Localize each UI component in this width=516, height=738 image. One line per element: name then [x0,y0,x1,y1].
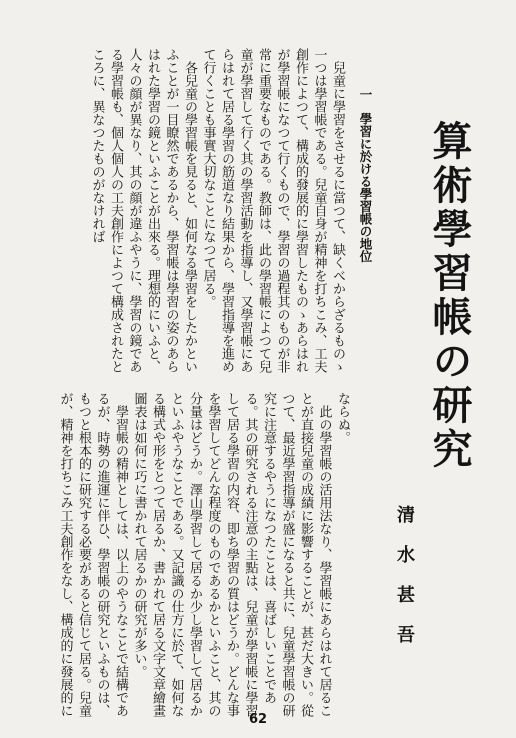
section-heading-text: 學習に於ける學習帳の地位 [358,112,373,263]
page-number: 62 [248,712,268,727]
paragraph: 學習帳の精神としては、以上のやうなことで結構であるが、時勢の進運に伴ひ、學習帳の研究といふものは、もつと根本的に研究する必要があると信じて居る。兒童が、精神を打ちこみ工夫創作をなし、構成的に發展的に [57,392,128,717]
section-heading [355,88,375,358]
upper-text-block [44,48,346,373]
lower-text-block [44,392,351,717]
paragraph: ならぬ。 [335,392,350,444]
author-name: 清水甚吾 [394,505,415,665]
paragraph: 此の學習帳の活用法なり、學習帳にあらはれて居ることが直接兒童の成績に影響することが、甚だ大きい。從つて、最近學習指導が盛になると共に、兒童學習帳の研究に注意するやうになつたことは、喜ばしいことである。其の研究される注意の主點は、兒童が學習帳に學習して居る學習の内容、即ち學習の質はどうか。どんな事を學習してどんな程度のものであるかといふこと、其の分量はどうか。澤山學習して居るか少し學習して居るかといふやうなことである。又記識の仕方に於て、如何なる構式や形をとつて居るか、書かれて居る文字文章繪畫圖表は如何に巧に書かれて居るかの研究が多い。 [131,392,332,717]
section-number: 一 [358,88,373,101]
article-title: 算術學習帳の研究 [426,120,473,472]
paragraph: 兒童に學習をさせるに當つて、缺くべからざるものゝ一つは學習帳である。兒童自身が精神を打ちこみ、工夫創作によつて、構成的發展的に學習したものゝあらはれが學習帳になつて行くもので、學習の過程其のものが非常に重要なものである。教師は、此の學習帳によつて兒童が學習して行く其の學習活動を指導し、又學習帳にあらはれて居る學習の筋道なり結果から、學習指導を進めて行くことも事實大切なことになつて居る。 [200,48,345,373]
paragraph: 各兒童の學習帳を見ると、如何なる學習をしたかといふことが一目瞭然であるから、學習帳は學習の姿のあらはれた學習の鏡といふことが出來る。理想的にいふと、人々の顔が異なり、其の顔が違ふやうに、學習の鏡である學習帳も、個人個人の工夫創作によつて構成されたところに、異なつたものがなければ [89,48,197,373]
